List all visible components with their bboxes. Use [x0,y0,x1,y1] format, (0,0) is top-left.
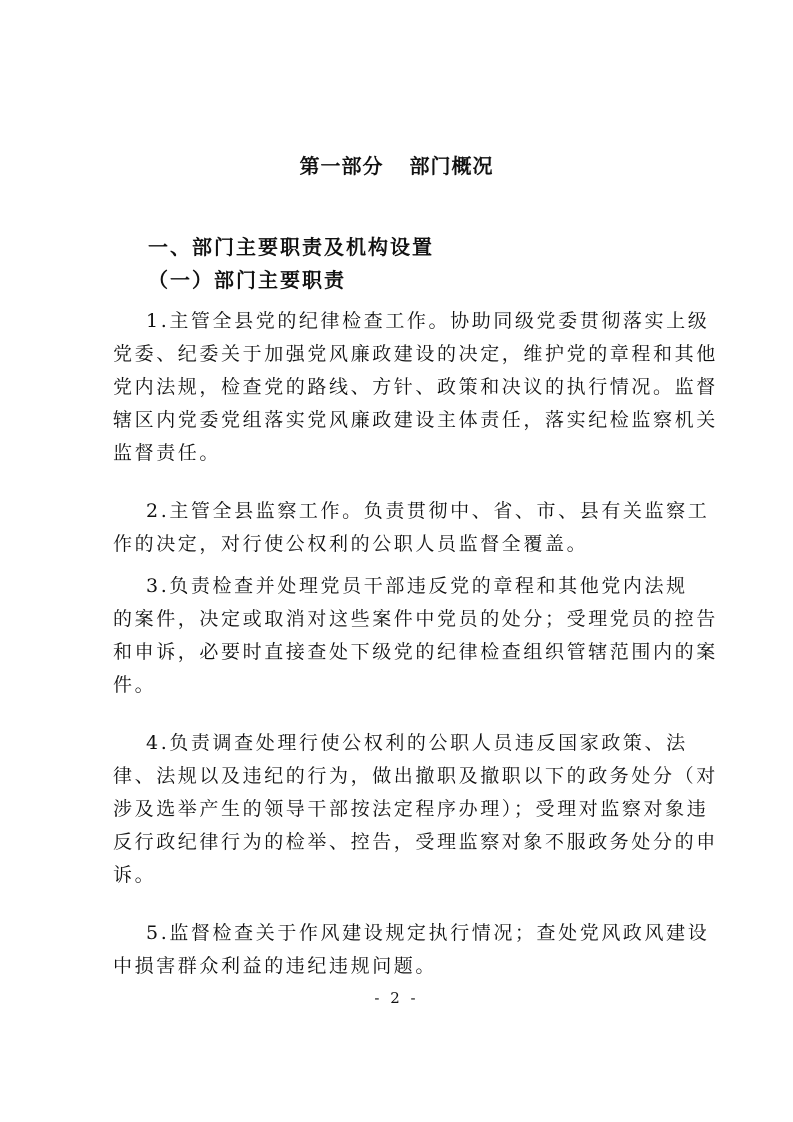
paragraph-line: 2.主管全县监察工作。负责贯彻中、省、市、县有关监察工 [146,500,710,522]
title-name: 部门概况 [409,154,494,178]
paragraph-line: 反行政纪律行为的检举、控告，受理监察对象不服政务处分的申 [113,831,718,853]
paragraph-line: 3.负责检查并处理党员干部违反党的章程和其他党内法规 [146,575,688,597]
paragraph-line: 作的决定，对行使公权利的公职人员监督全覆盖。 [113,533,589,555]
page-title [0,150,793,179]
paragraph-line: 中损害群众利益的违纪违规问题。 [113,955,438,977]
paragraph-line: 5.监督检查关于作风建设规定执行情况；查处党风政风建设 [146,922,710,944]
title-part: 第一部分 [299,154,384,178]
page-number: - 2 - [374,989,419,1007]
paragraph-line: 诉。 [113,864,157,886]
paragraph-line: 党委、纪委关于加强党风廉政建设的决定，维护党的章程和其他 [113,343,718,365]
paragraph-line: 党内法规，检查党的路线、方针、政策和决议的执行情况。监督 [113,376,718,398]
paragraph-line: 监督责任。 [113,442,222,464]
paragraph-line: 1.主管全县党的纪律检查工作。协助同级党委贯彻落实上级 [146,310,710,332]
paragraph-line: 和申诉，必要时直接查处下级党的纪律检查组织管辖范围内的案 [113,641,718,663]
subsection-heading: （一）部门主要职责 [148,268,346,292]
paragraph-line: 件。 [113,674,157,696]
paragraph-line: 的案件，决定或取消对这些案件中党员的处分；受理党员的控告 [113,608,718,630]
paragraph-line: 涉及选举产生的领导干部按法定程序办理）；受理对监察对象违 [113,798,709,820]
paragraph-line: 律、法规以及违纪的行为，做出撤职及撤职以下的政务处分（对 [113,765,718,787]
paragraph-line: 辖区内党委党组落实党风廉政建设主体责任，落实纪检监察机关 [113,409,718,431]
section-heading: 一、部门主要职责及机构设置 [148,235,434,259]
paragraph-line: 4.负责调查处理行使公权利的公职人员违反国家政策、法 [146,732,688,754]
